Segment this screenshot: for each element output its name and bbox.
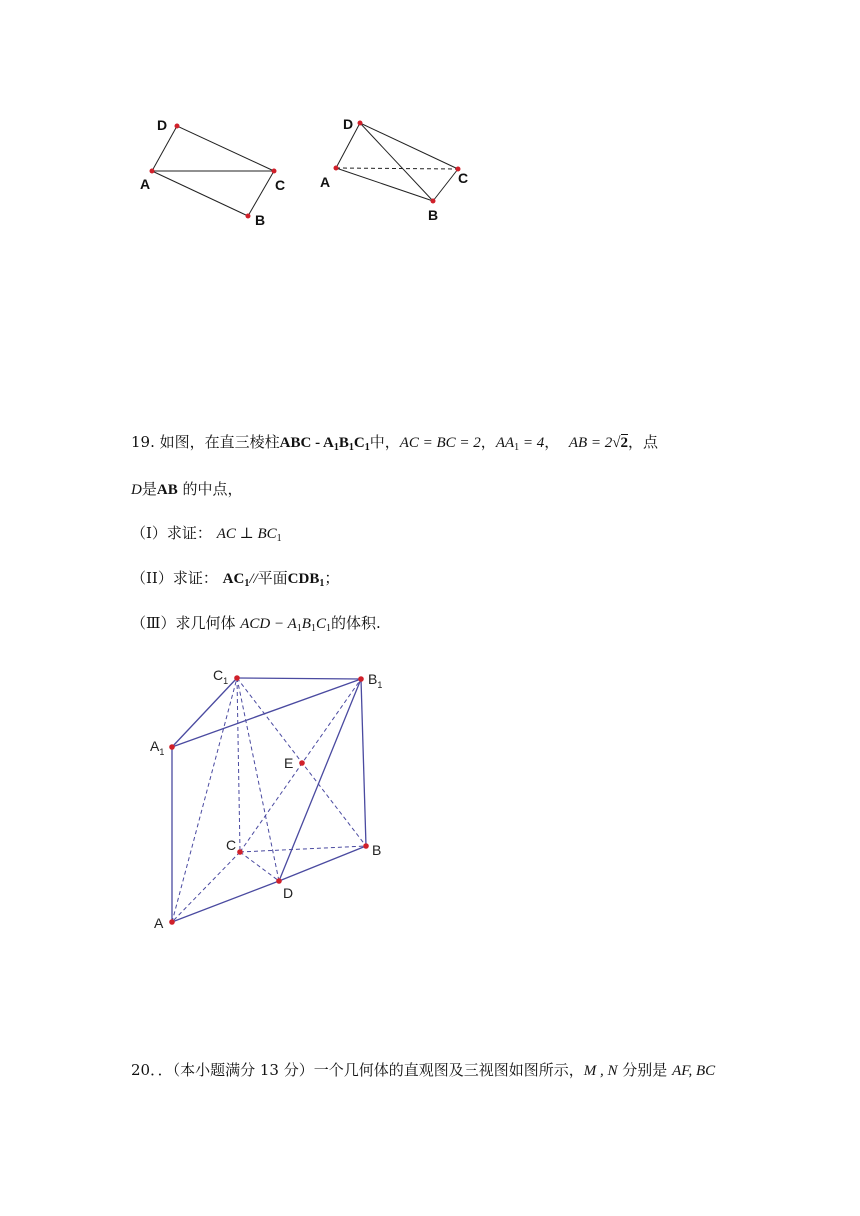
point-c [237,849,243,855]
sqrt-radicand: 2 [620,435,629,451]
label-b: B [428,207,439,223]
point-d [276,878,282,884]
point-c [272,169,277,174]
label-c1 [213,667,228,686]
expression: C [315,616,326,632]
sub: 1 [276,533,282,544]
label-b: B [372,842,382,858]
sub: 1 [333,442,339,453]
point-c1 [234,675,240,681]
point-d [175,124,180,129]
point-b1 [358,676,364,682]
segment-ac1: AC [222,571,245,587]
label-main: C [213,667,224,683]
text: 中， [369,433,400,451]
equation: AA [495,435,515,451]
point-a [169,919,175,925]
prism-part: ABC - A [279,435,334,451]
point-d [358,121,363,126]
question-number: 19. [131,433,155,451]
text: 是 [141,480,157,498]
prism-name [280,435,370,451]
text: 的体积. [330,614,381,632]
segments-af-bc: AF, BC [672,1063,716,1079]
sub: 1 [514,442,520,453]
question-number: 20．． [131,1061,173,1079]
label-a1 [150,738,164,757]
label-e: E [284,755,294,771]
plane-cdb1: CDB [287,571,320,587]
parallel: // [249,571,258,587]
label-a: A [154,915,164,931]
sqrt-sign: √ [612,435,621,451]
label-sub: 1 [223,676,229,686]
q20-line1 [131,1059,715,1082]
sub: 1 [364,442,370,453]
sub: 1 [319,578,325,589]
label-c: C [226,837,237,853]
sub: 1 [244,578,250,589]
sub: 1 [296,623,302,634]
text: 如图，在直三棱柱 [159,433,280,451]
prism-part: C [353,435,365,451]
equation: AB = 2 [568,435,613,451]
sub: 1 [348,442,354,453]
equation: = 4 [519,435,545,451]
label-d: D [157,117,168,133]
q19-line2 [131,478,243,501]
expression: B [301,616,311,632]
q19-part2 [131,567,339,595]
label-sub: 1 [377,680,383,690]
q19-part3 [131,612,381,640]
text: （本小题满分 13 分）一个几何体的直观图及三视图如图所示， [172,1061,584,1079]
label-c: C [275,177,286,193]
point-b [246,214,251,219]
q19-part1 [131,522,282,550]
label-sub: 1 [159,747,165,757]
figure-quadrilaterals [130,110,490,240]
point-a1 [169,744,175,750]
prism-part: B [338,435,349,451]
sub: 1 [310,623,316,634]
part-label: （II）求证： [131,569,218,587]
segment-ab: AB [156,482,178,498]
q19-line1 [131,431,658,459]
label-main: B [368,671,378,687]
label-b: B [255,212,266,228]
point-b [431,199,436,204]
point-d-text: D [131,482,142,498]
label-a: A [140,176,151,192]
label-b1 [368,671,382,690]
text: 平面 [257,569,288,587]
expression: AC ⊥ BC [216,526,277,542]
part-label: （Ⅲ）求几何体 [131,614,236,632]
point-e [299,760,305,766]
point-b [363,843,369,849]
label-d: D [283,885,294,901]
expression: ACD − A [240,616,297,632]
figure-prism [140,660,400,935]
label-d: D [343,116,354,132]
part-label: （I）求证： [131,524,212,542]
text: 分别是 [622,1061,668,1079]
point-a [150,169,155,174]
text: ； [324,569,340,587]
label-main: A [150,738,160,754]
point-a [334,166,339,171]
text: 的中点， [182,480,243,498]
equation: AC = BC = 2 [399,435,481,451]
points-mn: M , N [583,1063,618,1079]
label-a: A [320,174,331,190]
text: ， [544,433,560,451]
sub: 1 [325,623,331,634]
text: ， [480,433,496,451]
text: ，点 [628,433,659,451]
label-c: C [458,170,469,186]
